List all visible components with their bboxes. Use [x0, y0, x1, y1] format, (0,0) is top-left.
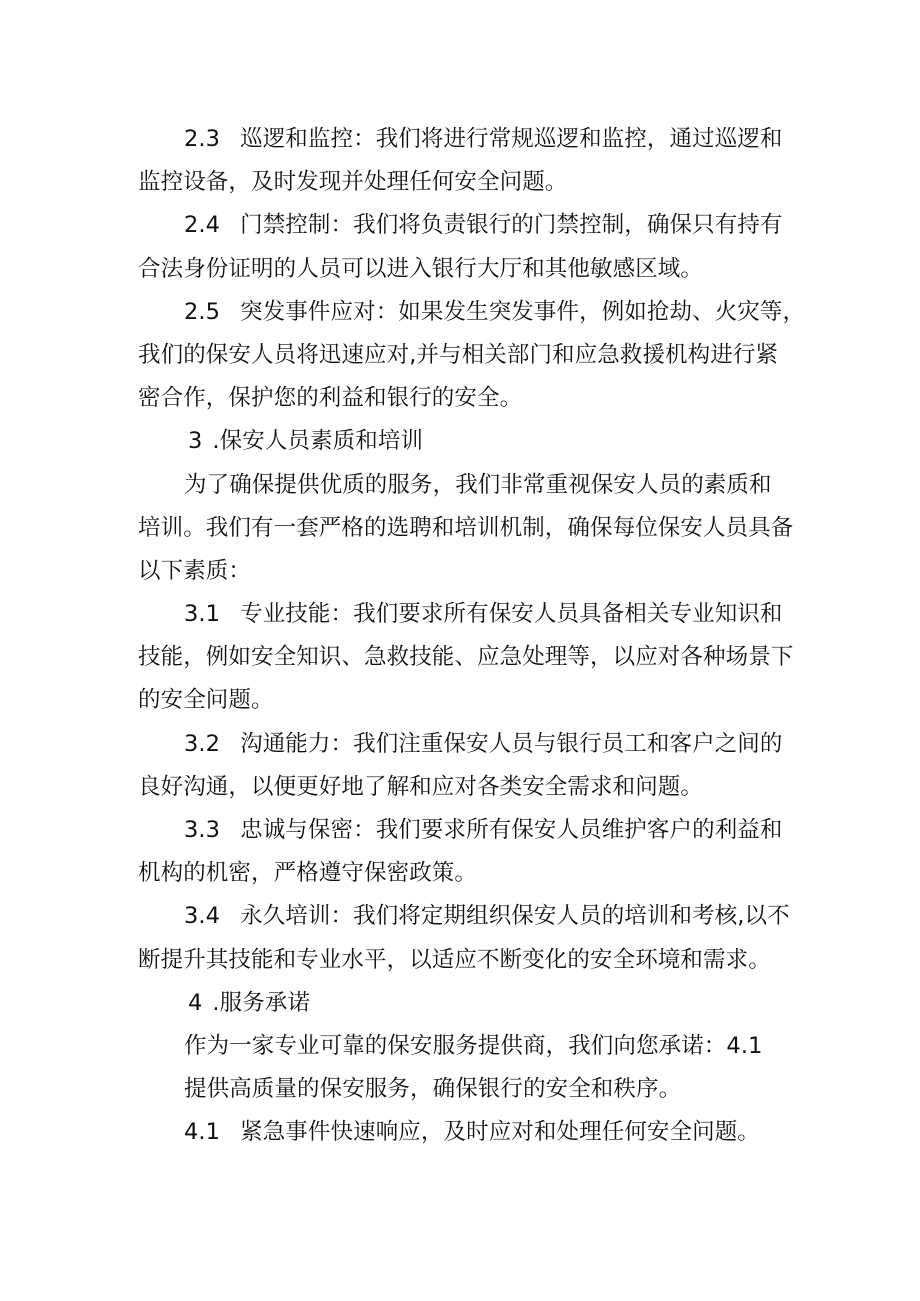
section-number: 2.5	[184, 298, 221, 325]
paragraph-3-3	[138, 809, 802, 895]
text-line: 合法身份证明的人员可以进入银行大厅和其他敏感区域。	[138, 255, 704, 282]
text-line: 为了确保提供优质的服务，我们非常重视保安人员的素质和	[184, 471, 772, 498]
section-number: 4	[188, 989, 203, 1016]
section-heading-4	[138, 982, 802, 1025]
text-line: 3.3 忠诚与保密：我们要求所有保安人员维护客户的利益和	[184, 817, 783, 843]
text-line: 2.5 突发事件应对：如果发生突发事件，例如抢劫、火灾等，	[184, 298, 806, 325]
paragraph-2-3	[138, 118, 802, 204]
paragraph-3-2	[138, 723, 802, 809]
text-line: 作为一家专业可靠的保安服务提供商，我们向您承诺：4.1	[184, 1032, 763, 1059]
text-line: 我们的保安人员将迅速应对,并与相关部门和应急救援机构进行紧	[138, 341, 779, 368]
paragraph-2-4	[138, 204, 802, 290]
section-number: 3.3	[184, 817, 221, 843]
section-number: 3.4	[184, 903, 221, 930]
text-line: 机构的机密，严格遵守保密政策。	[138, 860, 478, 887]
section-heading-3	[138, 420, 802, 463]
paragraph-3-1	[138, 593, 802, 723]
section-number: 2.3	[184, 126, 221, 152]
text-line: 培训。我们有一套严格的选聘和培训机制，确保每位保安人员具备	[138, 514, 794, 541]
text-line: 的安全问题。	[138, 687, 274, 714]
text-line: 提供高质量的保安服务，确保银行的安全和秩序。	[184, 1076, 682, 1103]
text-line: 技能，例如安全知识、急救技能、应急处理等，以应对各种场景下	[138, 644, 794, 671]
text-line: 以下素质：	[138, 557, 252, 584]
text-line: 3.4 永久培训：我们将定期组织保安人员的培训和考核,以不	[184, 903, 790, 930]
section-number: 3.1	[184, 601, 221, 628]
section-number: 2.4	[184, 212, 221, 239]
section-heading-text: .保安人员素质和培训	[212, 428, 424, 455]
text-line: 监控设备，及时发现并处理任何安全问题。	[138, 169, 568, 196]
section-heading-text: .服务承诺	[212, 989, 311, 1016]
text-line: 良好沟通，以便更好地了解和应对各类安全需求和问题。	[138, 773, 704, 800]
text-line: 3.1 专业技能：我们要求所有保安人员具备相关专业知识和	[184, 601, 783, 628]
text-line: 3.2 沟通能力：我们注重保安人员与银行员工和客户之间的	[184, 730, 783, 757]
paragraph-4-1	[138, 1111, 802, 1154]
paragraph-2-5	[138, 291, 806, 421]
text-line: 2.4 门禁控制：我们将负责银行的门禁控制，确保只有持有	[184, 212, 783, 239]
section-number: 4.1	[184, 1119, 221, 1146]
section-number: 3	[188, 428, 203, 455]
text-line: 断提升其技能和专业水平，以适应不断变化的安全环境和需求。	[138, 946, 771, 973]
paragraph-3-4	[138, 895, 802, 981]
document-body	[138, 118, 806, 1155]
section-number: 3.2	[184, 730, 221, 757]
text-line: 2.3 巡逻和监控：我们将进行常规巡逻和监控，通过巡逻和	[184, 126, 783, 152]
paragraph-3-intro	[138, 464, 802, 594]
text-line: 密合作，保护您的利益和银行的安全。	[138, 385, 523, 412]
paragraph-4-intro	[138, 1025, 802, 1111]
text-line: 4.1 紧急事件快速响应，及时应对和处理任何安全问题。	[184, 1119, 760, 1146]
